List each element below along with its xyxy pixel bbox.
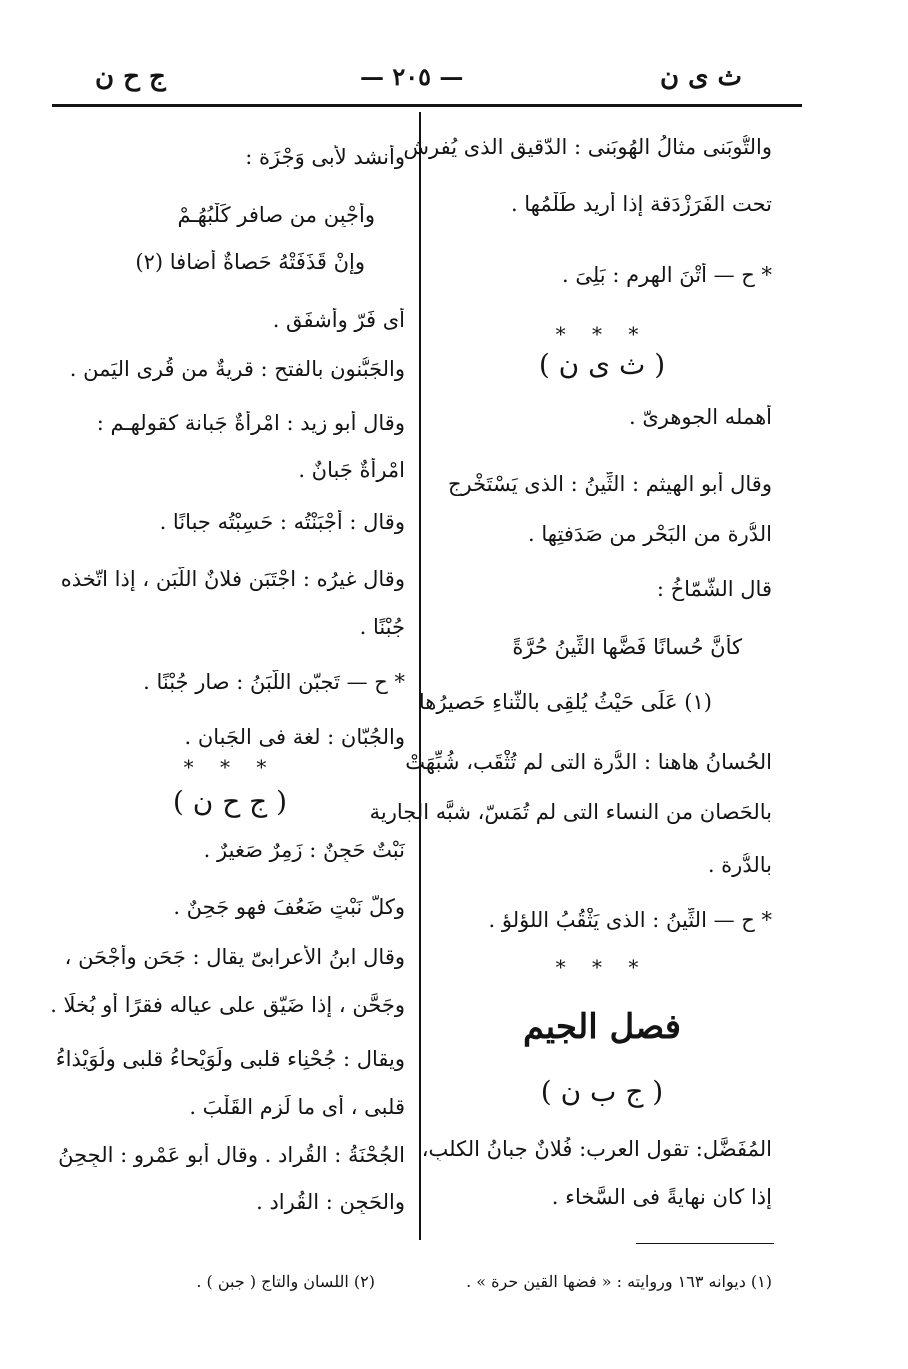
separator-stars: * * *: [555, 955, 649, 979]
text-line: إذا كان نهايةً فى السَّخاء .: [551, 1185, 772, 1209]
text-line: الدُّرة من البَحْر من صَدَفتِها .: [528, 522, 772, 546]
text-line: وقال : أَجْبَنْتُه : حَسِبْتُه جبانًا .: [159, 510, 405, 534]
text-line: أهمله الجوهرىّ .: [628, 405, 772, 429]
page-number: — ٢٠٥ —: [360, 62, 464, 91]
text-line: * ح — تَجبّن اللَّبَنُ : صار جُبْنًا .: [143, 670, 405, 694]
text-line: والجَبُّنون بالفتح : قريةٌ من قُرى اليَمن .: [69, 357, 405, 381]
text-line: والحَجِن : القُراد .: [256, 1190, 405, 1214]
chapter-heading: فصل الجيم: [523, 1007, 681, 1047]
footnote-2: (٢) اللسان والتاج ( جبن ) .: [196, 1272, 375, 1291]
text-line: تحت الفَرَزْدَقة إذا أُريد طَلْمُها .: [510, 192, 772, 216]
verse-line: وأَجْبِن من صافرٍ كَلْبُهُـمْ: [177, 203, 375, 227]
text-line: * ح — أَتْنَ الهرم : بَلِىَ .: [562, 263, 772, 287]
text-line: نَبْتٌ حَجِنٌ : زَمِرٌ صَغيرٌ .: [203, 838, 405, 862]
separator-stars: * * *: [555, 322, 649, 346]
text-line: قال الشَّمّاخُ :: [656, 577, 772, 601]
text-line: وقال غيرُه : اجْتَبَن فلانٌ اللَّبَن ، إذا اتّخذه: [60, 567, 405, 591]
text-line: قلبى ، أى ما لَزِم القَلْبَ .: [189, 1095, 405, 1119]
section-heading: ( ج ح ن ): [172, 785, 288, 818]
text-line: وجَحَّن ، إذا ضَيّق على عياله فقرًا أو بُخلًا .: [50, 993, 405, 1017]
text-line: الحُسانُ هاهنا : الدُّرة التى لم تُثْقَب، شُبِّهَتْ: [405, 750, 772, 774]
separator-stars: * * *: [183, 755, 277, 779]
verse-line: (١) عَلَى حَيْثُ يُلقِى بالثَّناءِ حَصيرُها: [418, 690, 712, 714]
header-right-root: ث ى ن: [660, 62, 743, 92]
text-line: بالحَصان من النساء التى لم تُمَسّ، شبَّه الجارية: [369, 800, 772, 824]
text-line: الجُحْنَةُ : القُراد . وقال أبو عَمْرٍو : الجِحِنُ: [58, 1143, 405, 1167]
text-line: أى فَرّ وأشفَق .: [272, 308, 405, 332]
text-line: وقال ابنُ الأعرابىّ يقال : جَحَن وأَجْحَن ،: [64, 945, 405, 969]
section-heading: ( ج ب ن ): [540, 1075, 664, 1108]
text-line: وقال أبو الهيثم : الثِّينُ : الذى يَسْتَخْرِج: [447, 472, 772, 496]
text-line: وقال أبو زيد : امْرأةٌ جَبانة كقولهـم :: [96, 411, 405, 435]
footnote-rule: [636, 1243, 774, 1244]
text-line: * ح — الثِّينُ : الذى يَثْقُبُ اللؤلؤ .: [488, 908, 772, 932]
verse-line: كأنَّ حُسانًا فَضَّها الثِّينُ حُرَّةً: [512, 635, 742, 659]
text-line: وكلُّ نَبْتٍ ضَعُفَ فهو جَحِنٌ .: [173, 895, 405, 919]
verse-line: وإنْ قَذَفَتْهُ حَصاةٌ أضافا (٢): [135, 250, 365, 274]
footnote-1: (١) ديوانه ١٦٣ وروايته : « فضها القين حرة » .: [466, 1272, 772, 1291]
section-heading: ( ث ى ن ): [538, 348, 666, 381]
text-line: والجُبّان : لغة فى الجَبان .: [184, 725, 405, 749]
text-line: بالدُّرة .: [707, 853, 772, 877]
header-left-root: ج ح ن: [95, 62, 166, 92]
text-line: المُفَضَّل: تقول العرب: فُلانٌ جبانُ الكلبِ،: [421, 1137, 772, 1161]
text-line: جُبْنًا .: [359, 615, 405, 639]
text-line: ويقال : جُحْنِاء قلبى ولَوَيْحاءُ قلبى ولُوَيْذاءُ: [55, 1047, 405, 1071]
header-rule: [52, 104, 802, 107]
text-line: وأنشد لأبى وَجْزَة :: [245, 145, 405, 169]
text-line: والتُّوبَنى مثالُ الهُوبَنى : الدّقيق الذى يُفرش: [403, 135, 772, 159]
column-divider: [419, 112, 421, 1240]
text-line: امْرأةٌ جَبانٌ .: [298, 458, 405, 482]
